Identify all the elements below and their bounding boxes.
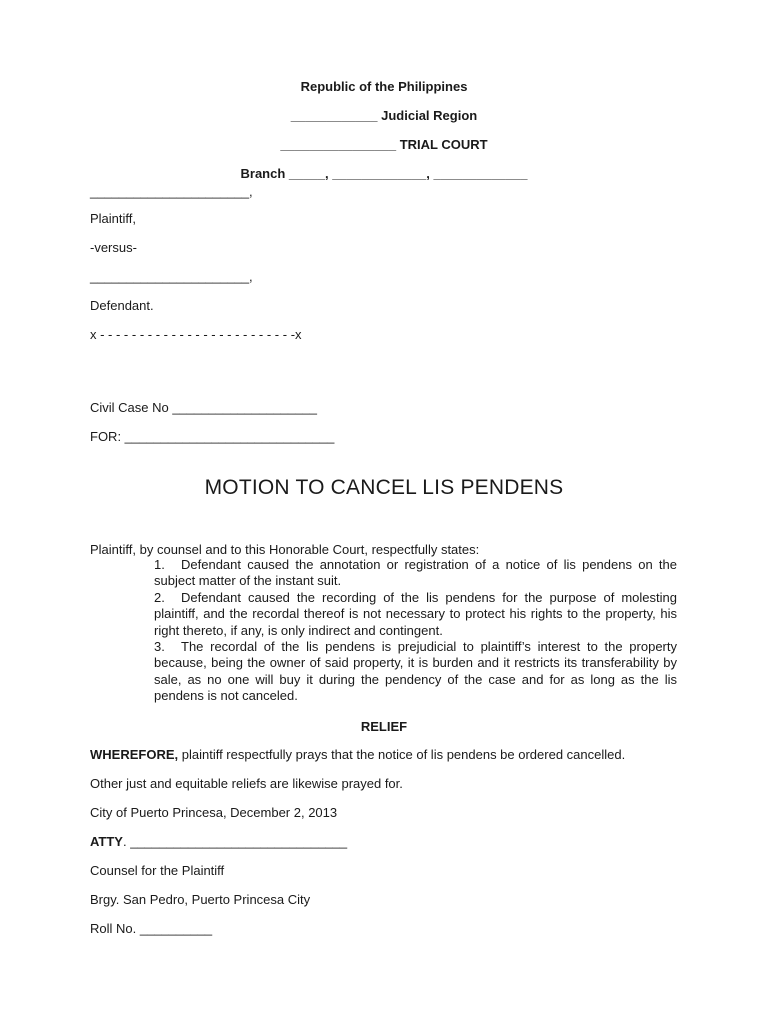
- item-text: Defendant caused the annotation or registration of a notice of lis pendens on the subject matter of the instant suit.: [154, 557, 677, 589]
- allegations-list: [154, 557, 677, 705]
- atty-blank: . ______________________________: [122, 834, 348, 849]
- civil-case-number: Civil Case No ____________________: [90, 400, 317, 415]
- wherefore-label: WHEREFORE,: [90, 747, 179, 762]
- place-and-date: City of Puerto Princesa, December 2, 2013: [90, 805, 338, 820]
- header-trial-court: ________________ TRIAL COURT: [280, 137, 488, 152]
- header-republic: Republic of the Philippines: [300, 79, 468, 94]
- caption-separator: x - - - - - - - - - - - - - - - - - - - - - - - - -x: [90, 327, 302, 342]
- versus-label: -versus-: [90, 240, 137, 255]
- roll-number: Roll No. __________: [90, 921, 213, 936]
- plaintiff-name-blank: ______________________,: [90, 184, 253, 199]
- counsel-address: Brgy. San Pedro, Puerto Princesa City: [90, 892, 311, 907]
- case-for: FOR: _____________________________: [90, 429, 335, 444]
- intro-paragraph: Plaintiff, by counsel and to this Honorable Court, respectfully states:: [90, 542, 480, 557]
- defendant-name-blank: ______________________,: [90, 269, 253, 284]
- header-branch: Branch _____, _____________, _____________: [240, 166, 528, 181]
- list-item: [154, 557, 677, 590]
- list-item: [154, 590, 677, 639]
- plaintiff-label: Plaintiff,: [90, 211, 137, 226]
- item-text: Defendant caused the recording of the lis pendens for the purpose of molesting plaintiff, and the recordal thereof is not necessary to protect his rights to the property, his right thereto, if any, is only indirect and contingent.: [154, 589, 677, 638]
- defendant-label: Defendant.: [90, 298, 154, 313]
- wherefore-paragraph: [90, 746, 625, 764]
- item-number: 2.: [154, 589, 165, 605]
- list-item: [154, 639, 677, 705]
- relief-heading: RELIEF: [360, 719, 408, 734]
- wherefore-text: plaintiff respectfully prays that the notice of lis pendens be ordered cancelled.: [178, 747, 626, 762]
- attorney-signature-line: [90, 833, 347, 851]
- counsel-label: Counsel for the Plaintiff: [90, 863, 225, 878]
- item-number: 1.: [154, 557, 165, 572]
- header-judicial-region: ____________ Judicial Region: [290, 108, 478, 123]
- other-reliefs: Other just and equitable reliefs are likewise prayed for.: [90, 776, 403, 791]
- item-text: The recordal of the lis pendens is prejudicial to plaintiff’s interest to the property because, being the owner of said property, it is burden and it restricts its transferability by sale, as no one will buy it during the pendency of the case and for as long as the lis pendens is not canceled.: [154, 639, 677, 704]
- item-number: 3.: [154, 639, 165, 655]
- document-title: MOTION TO CANCEL LIS PENDENS: [204, 476, 564, 499]
- atty-label: ATTY: [90, 834, 123, 849]
